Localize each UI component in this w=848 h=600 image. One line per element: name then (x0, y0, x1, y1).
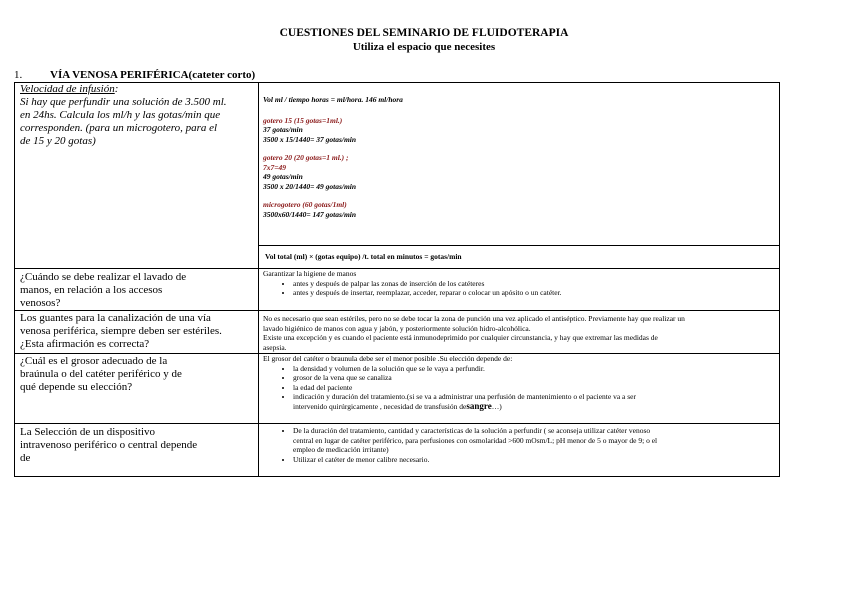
drip-formula: Vol total (ml) × (gotas equipo) /t. total en minutos = gotas/min (265, 252, 462, 261)
question-line: en 24hs. Calcula los ml/h y las gotas/min que (20, 109, 221, 121)
table-row (15, 424, 780, 477)
answer-cell (259, 269, 780, 311)
question-cell (15, 269, 259, 311)
label-suffix: : (114, 83, 119, 95)
section-number: 1. (14, 69, 23, 81)
table-row (15, 311, 780, 354)
answer-line: Vol ml / tiempo horas = ml/hora. 146 ml/hora (263, 95, 403, 104)
answer-line: 3500 x 15/1440= 37 gotas/min (263, 134, 357, 144)
blood-word: sangre (466, 400, 492, 411)
question-line: ¿Cuándo se debe realizar el lavado de (20, 271, 187, 283)
list-item (293, 426, 779, 455)
answer-line: El grosor del catéter o braunula debe ser el menor posible .Su elección depende de: (263, 354, 513, 363)
answer-line: lavado higiénico de manos con agua y jabón, y posteriormente solución hidro-alcohólica. (263, 323, 531, 333)
answer-line: asepsia. (263, 342, 287, 352)
question-cell (15, 311, 259, 354)
list-item-text: central en lugar de catéter periférico, para perfusiones con osmolaridad >600 mOsm/L; pH menor de 5 o mayor de 9; o el (293, 435, 658, 445)
answer-line: Existe una excepción y es cuando el paciente está inmunodeprimido por cualquier circunstancia, y hay que extremar las medidas de (263, 333, 658, 342)
document-title: CUESTIONES DEL SEMINARIO DE FLUIDOTERAPIA (279, 27, 569, 39)
list-item: • la edad del paciente (293, 383, 779, 393)
dropper-20-title: gotero 20 (20 gotas=1 ml.) ; (263, 153, 349, 162)
question-line: qué depende su elección? (20, 381, 133, 393)
question-line: ¿Cuál es el grosor adecuado de la (20, 355, 168, 367)
question-line: de 15 y 20 gotas) (20, 135, 96, 147)
list-item-text: De la duración del tratamiento, cantidad y características de la solución a perfundir ( se aconseja utilizar catéter venoso (293, 426, 651, 435)
list-item: • grosor de la vena que se canaliza (293, 373, 779, 383)
question-cell (15, 424, 259, 477)
answer-list (263, 364, 779, 412)
list-item-text: …) (491, 401, 502, 411)
section-title: VÍA VENOSA PERIFÉRICA(cateter corto) (50, 69, 256, 81)
question-line: venosa periférica, siempre deben ser estériles. (20, 325, 222, 337)
question-line: corresponden. (para un microgotero, para el (20, 122, 218, 134)
list-item-text: indicación y duración del tratamiento.(si se va a administrar una perfusión de mantenimiento o el paciente va a ser (293, 392, 637, 401)
list-item: • la densidad y volumen de la solución que se le vaya a perfundir. (293, 364, 779, 374)
question-line: intravenoso periférico o central depende (20, 439, 198, 451)
question-cell (15, 354, 259, 424)
answer-line: 3500 x 20/1440= 49 gotas/min (263, 181, 357, 191)
microdropper-title: microgotero (60 gotas/1ml) (263, 200, 347, 209)
infusion-rate-label: Velocidad de infusión (20, 83, 115, 95)
question-line: braúnula o del catéter periférico y de (20, 368, 182, 380)
question-line: Si hay que perfundir una solución de 3.500 ml. (20, 96, 227, 108)
table-row (15, 83, 780, 269)
answer-line: Garantizar la higiene de manos (263, 269, 357, 278)
list-item: • Utilizar el catéter de menor calibre necesario. (293, 455, 779, 465)
list-item-text: intervenido quirúrgicamente , necesidad de transfusión de (293, 401, 467, 411)
answer-cell (259, 311, 780, 354)
question-line: ¿Esta afirmación es correcta? (20, 338, 150, 350)
question-line: La Selección de un dispositivo (20, 426, 156, 438)
qa-table (14, 82, 780, 477)
dropper-20-sub: 7x7=49 (263, 162, 287, 172)
document-subtitle: Utiliza el espacio que necesites (352, 41, 496, 53)
answer-line: 3500x60/1440= 147 gotas/min (263, 209, 357, 219)
section-heading (14, 69, 255, 81)
table-row (15, 269, 780, 311)
dropper-15-title: gotero 15 (15 gotas=1ml.) (263, 115, 343, 125)
answer-cell (259, 354, 780, 424)
question-line: de (20, 452, 31, 464)
answer-cell (259, 83, 780, 269)
question-line: manos, en relación a los accesos (20, 284, 163, 296)
question-cell (15, 83, 259, 269)
answer-list (263, 426, 779, 464)
list-item-text: empleo de medicación irritante) (293, 445, 389, 454)
table-row (15, 354, 780, 424)
answer-cell (259, 424, 780, 477)
list-item (293, 392, 779, 411)
question-line: venosos? (20, 297, 61, 309)
answer-line: 37 gotas/min (263, 125, 303, 134)
list-item: • antes y después de palpar las zonas de inserción de los catéteres (293, 279, 779, 289)
list-item: • antes y después de insertar, reemplazar, acceder, reparar o colocar un apósito o un catéter. (293, 288, 779, 298)
question-line: Los guantes para la canalización de una vía (20, 312, 211, 324)
answer-line: No es necesario que sean estériles, pero no se debe tocar la zona de punción una vez aplicado el antiséptico. Previamente hay que realizar un (263, 314, 685, 323)
answer-list (263, 279, 779, 298)
answer-line: 49 gotas/min (263, 172, 303, 181)
